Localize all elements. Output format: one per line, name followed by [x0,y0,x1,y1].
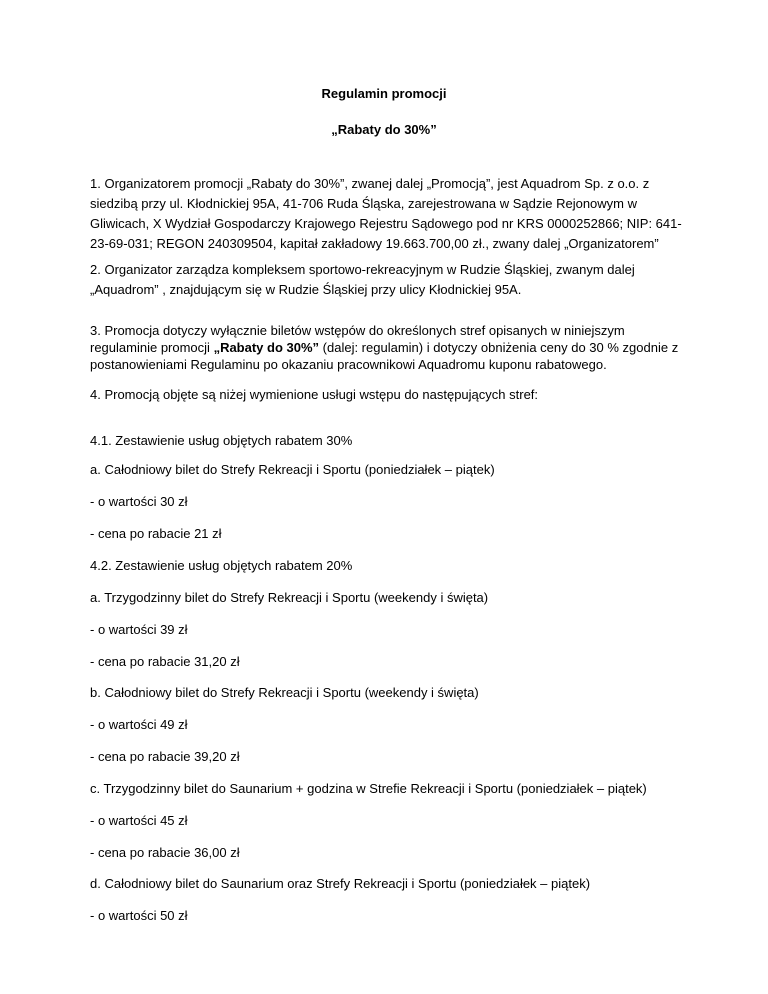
section-4-2-item-a-price: - cena po rabacie 31,20 zł [90,654,240,669]
paragraph-1-line: siedzibą przy ul. Kłodnickiej 95A, 41-706 Ruda Śląska, zarejestrowana w Sądzie Rejonowym w [90,196,637,211]
paragraph-3 [90,322,690,373]
section-4-2-item-c-value: - o wartości 45 zł [90,813,188,828]
section-4-2-item-b-value: - o wartości 49 zł [90,717,188,732]
paragraph-1-line: 1. Organizatorem promocji „Rabaty do 30%”, zwanej dalej „Promocją”, jest Aquadrom Sp. z o.o. z [90,176,650,191]
paragraph-3-line: 3. Promocja dotyczy wyłącznie biletów wstępów do określonych stref opisanych w niniejszym [90,323,625,338]
paragraph-2 [90,260,690,300]
section-4-2-item-b: b. Całodniowy bilet do Strefy Rekreacji i Sportu (weekendy i święta) [90,685,479,700]
paragraph-2-line: „Aquadrom” , znajdującym się w Rudzie Śląskiej przy ulicy Kłodnickiej 95A. [90,282,522,297]
section-4-1-heading: 4.1. Zestawienie usług objętych rabatem 30% [90,433,353,448]
paragraph-4: 4. Promocją objęte są niżej wymienione usługi wstępu do następujących stref: [90,387,539,402]
paragraph-1-line: Gliwicach, X Wydział Gospodarczy Krajowego Rejestru Sądowego pod nr KRS 0000252866; NIP: 641- [90,216,682,231]
paragraph-3-text: (dalej: regulamin) i dotyczy obniżenia ceny do 30 % zgodnie z [319,340,679,355]
section-4-2-item-d-value: - o wartości 50 zł [90,908,188,923]
document-subtitle: „Rabaty do 30%” [331,122,437,137]
section-4-2-item-c: c. Trzygodzinny bilet do Saunarium + godzina w Strefie Rekreacji i Sportu (poniedziałek – piątek) [90,781,647,796]
document-title: Regulamin promocji [321,86,447,101]
section-4-2-item-d: d. Całodniowy bilet do Saunarium oraz Strefy Rekreacji i Sportu (poniedziałek – piątek) [90,876,591,891]
section-4-1-item-a-value: - o wartości 30 zł [90,494,188,509]
paragraph-3-line: postanowieniami Regulaminu po okazaniu pracownikowi Aquadromu kuponu rabatowego. [90,357,607,372]
paragraph-2-line: 2. Organizator zarządza kompleksem sportowo-rekreacyjnym w Rudzie Śląskiej, zwanym dalej [90,262,635,277]
section-4-2-item-a-value: - o wartości 39 zł [90,622,188,637]
promotion-name: „Rabaty do 30%” [213,340,320,355]
paragraph-3-text: regulaminie promocji [90,340,214,355]
section-4-2-item-a: a. Trzygodzinny bilet do Strefy Rekreacji i Sportu (weekendy i święta) [90,590,489,605]
paragraph-1-line: 23-69-031; REGON 240309504, kapitał zakładowy 19.663.700,00 zł., zwany dalej „Organizatorem” [90,236,659,251]
section-4-2-heading: 4.2. Zestawienie usług objętych rabatem 20% [90,558,353,573]
section-4-2-item-b-price: - cena po rabacie 39,20 zł [90,749,240,764]
section-4-1-item-a: a. Całodniowy bilet do Strefy Rekreacji i Sportu (poniedziałek – piątek) [90,462,495,477]
paragraph-1 [90,174,690,254]
section-4-2-item-c-price: - cena po rabacie 36,00 zł [90,845,240,860]
paragraph-3-line [90,339,690,356]
section-4-1-item-a-price: - cena po rabacie 21 zł [90,526,222,541]
